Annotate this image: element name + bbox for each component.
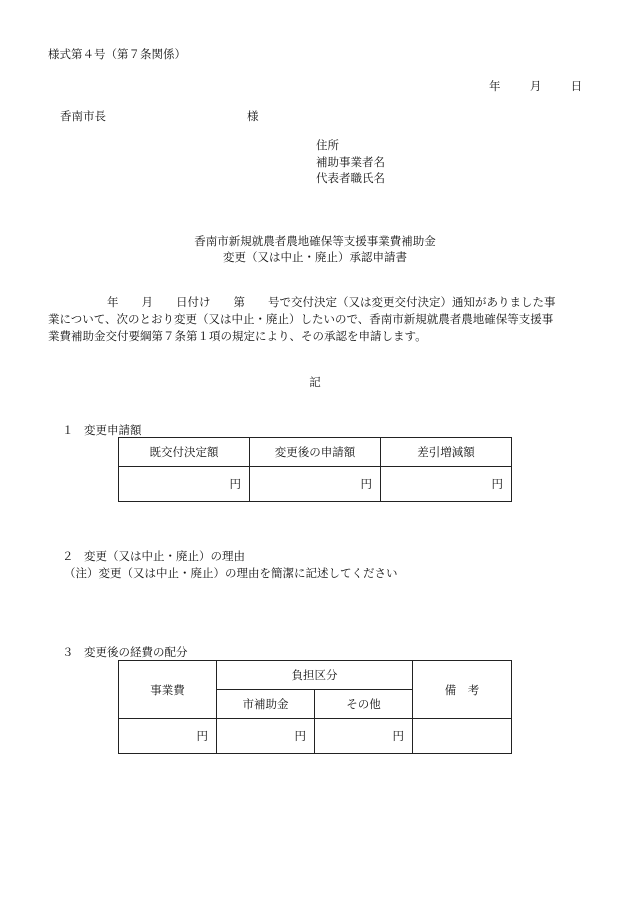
body-line-3: 業費補助金交付要綱第７条第１項の規定により、その承認を申請します。 (48, 329, 427, 343)
body-line-2: 業について、次のとおり変更（又は中止・廃止）したいので、香南市新規就農者農地確保等支援事 (48, 312, 554, 326)
addressee-name: 香南市長 (60, 109, 106, 123)
section1-number: １ (62, 423, 74, 437)
applicant-address-label: 住所 (316, 138, 339, 152)
section2-heading: 変更（又は中止・廃止）の理由 (84, 549, 245, 563)
cell-remarks[interactable] (413, 719, 512, 754)
applicant-business-name-label: 補助事業者名 (316, 155, 385, 169)
document-title-line2: 変更（又は中止・廃止）承認申請書 (223, 250, 407, 264)
date-month: 月 (529, 79, 542, 93)
section3-heading: 変更後の経費の配分 (84, 645, 188, 659)
form-number: 様式第４号（第７条関係） (48, 47, 186, 61)
col-prior-decided-amount: 既交付決定額 (119, 438, 250, 467)
col-project-cost: 事業費 (119, 661, 217, 719)
date-day: 日 (570, 79, 583, 93)
section1-heading: 変更申請額 (84, 423, 142, 437)
col-city-subsidy: 市補助金 (217, 690, 315, 719)
cell-other-yen[interactable]: 円 (315, 719, 413, 754)
cell-project-cost-yen[interactable]: 円 (119, 719, 217, 754)
document-title-line1: 香南市新規就農者農地確保等支援事業費補助金 (194, 234, 436, 248)
date-year: 年 (489, 79, 501, 93)
section3-number: ３ (62, 645, 74, 659)
expense-allocation-table (118, 660, 512, 754)
col-burden-category: 負担区分 (217, 661, 413, 690)
col-difference-amount: 差引増減額 (381, 438, 512, 467)
cell-amended-amount-yen[interactable]: 円 (250, 467, 381, 502)
applicant-representative-label: 代表者職氏名 (316, 171, 385, 185)
col-other: その他 (315, 690, 413, 719)
body-line-1: 年 月 日付け 第 号で交付決定（又は変更交付決定）通知がありました事 (107, 295, 556, 309)
section2-note: （注）変更（又は中止・廃止）の理由を簡潔に記述してください (64, 566, 398, 580)
change-amount-table (118, 437, 512, 502)
cell-difference-yen[interactable]: 円 (381, 467, 512, 502)
col-remarks: 備 考 (413, 661, 512, 719)
date-line (489, 81, 582, 93)
addressee-honorific: 様 (247, 109, 259, 123)
section2-number: ２ (62, 549, 74, 563)
cell-prior-amount-yen[interactable]: 円 (119, 467, 250, 502)
cell-city-subsidy-yen[interactable]: 円 (217, 719, 315, 754)
col-amended-request-amount: 変更後の申請額 (250, 438, 381, 467)
ki-heading: 記 (309, 375, 321, 389)
